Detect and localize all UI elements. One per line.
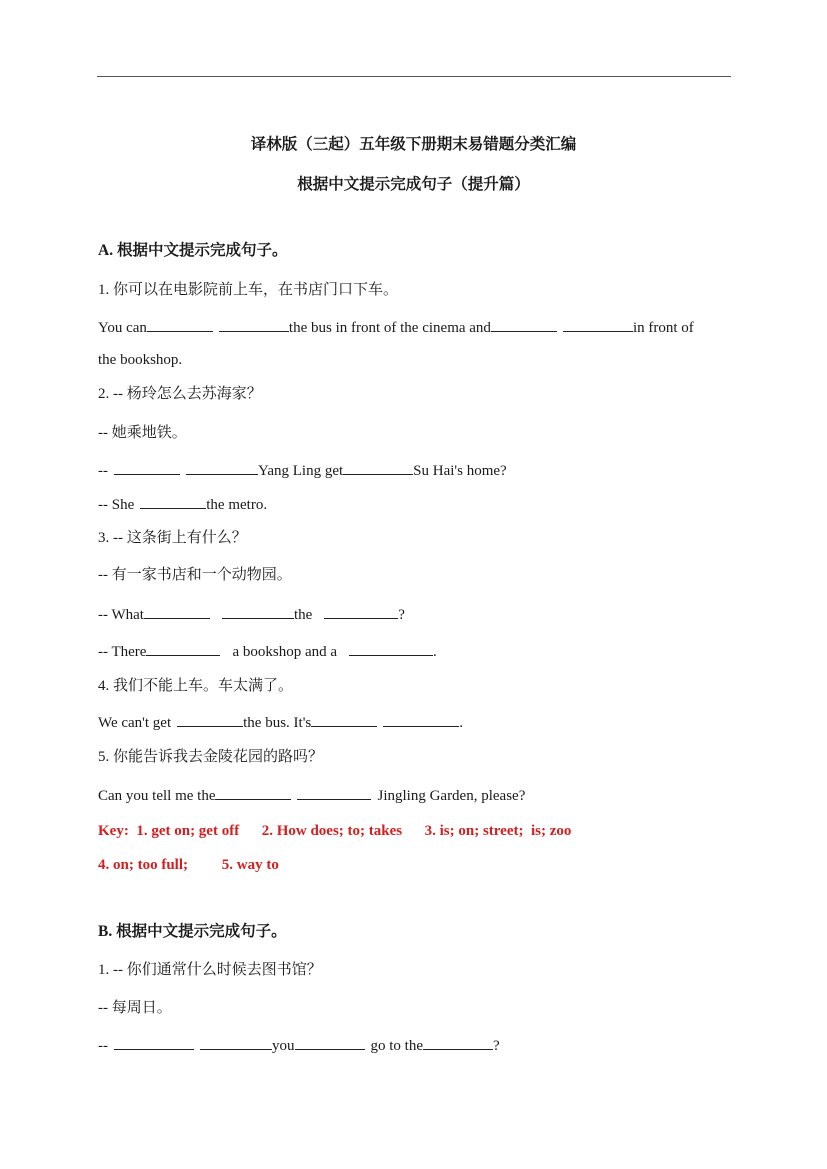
blank[interactable]	[140, 494, 206, 509]
q3-chinese: 3. -- 这条街上有什么？	[98, 530, 247, 546]
q3-text-f: .	[433, 644, 437, 660]
blank[interactable]	[144, 604, 210, 619]
q1-chinese: 1. 你可以在电影院前上车，在书店门口下车。	[98, 282, 399, 298]
blank[interactable]	[295, 1035, 365, 1050]
q2-chinese: 2. -- 杨玲怎么去苏海家？	[98, 386, 262, 402]
blank[interactable]	[114, 1035, 194, 1050]
q4-english-line1	[98, 712, 463, 733]
q4-text-b: the bus. It's	[243, 715, 312, 731]
q3-text-b: the	[293, 607, 313, 623]
q2-text-e: the metro.	[206, 497, 268, 513]
blank[interactable]	[349, 641, 433, 656]
b-q1-chinese: 1. -- 你们通常什么时候去图书馆？	[98, 962, 322, 978]
blank[interactable]	[219, 317, 289, 332]
q1-english-line1	[98, 317, 694, 338]
q3-text-a: -- What	[98, 607, 144, 623]
q5-text-b: Jingling Garden, please?	[377, 788, 526, 804]
document-title: 译林版（三起）五年级下册期末易错题分类汇编	[250, 136, 577, 153]
document-subtitle: 根据中文提示完成句子（提升篇）	[297, 176, 530, 193]
blank[interactable]	[383, 712, 459, 727]
q3-text-c: ?	[398, 607, 405, 623]
blank[interactable]	[177, 712, 243, 727]
blank[interactable]	[222, 604, 294, 619]
q2-text-a: --	[98, 463, 108, 479]
q3-text-d: -- There	[98, 644, 147, 660]
blank[interactable]	[423, 1035, 493, 1050]
answer-key-line2: 4. on; too full; 5. way to	[98, 857, 279, 873]
b-q1-text-b: you	[272, 1038, 295, 1054]
q2-chinese-answer: -- 她乘地铁。	[98, 425, 187, 441]
blank[interactable]	[215, 785, 291, 800]
blank[interactable]	[311, 712, 377, 727]
blank[interactable]	[297, 785, 371, 800]
q1-text-b: the bus in front of the cinema and	[288, 320, 491, 336]
q2-text-b: Yang Ling get	[258, 463, 344, 479]
blank[interactable]	[186, 460, 258, 475]
q5-chinese: 5. 你能告诉我去金陵花园的路吗？	[98, 749, 324, 765]
section-b-heading: B. 根据中文提示完成句子。	[98, 923, 287, 940]
q1-english-line2: the bookshop.	[98, 352, 183, 368]
q2-text-d: -- She	[98, 497, 135, 513]
b-q1-text-d: ?	[493, 1038, 500, 1054]
blank[interactable]	[324, 604, 398, 619]
b-q1-chinese-answer: -- 每周日。	[98, 1000, 172, 1016]
q3-english-line2	[98, 641, 437, 662]
q2-text-c: Su Hai's home?	[413, 463, 507, 479]
q5-english-line1	[98, 785, 525, 806]
b-q1-text-a: --	[98, 1038, 108, 1054]
blank[interactable]	[147, 317, 213, 332]
q3-english-line1	[98, 604, 405, 625]
blank[interactable]	[343, 460, 413, 475]
q4-chinese: 4. 我们不能上车。车太满了。	[98, 678, 294, 694]
blank[interactable]	[491, 317, 557, 332]
answer-key-line1: Key: 1. get on; get off 2. How does; to; takes 3. is; on; street; is; zoo	[98, 823, 572, 839]
q4-text-a: We can't get	[98, 715, 172, 731]
q4-text-c: .	[459, 715, 463, 731]
blank[interactable]	[200, 1035, 272, 1050]
blank[interactable]	[146, 641, 220, 656]
q3-chinese-answer: -- 有一家书店和一个动物园。	[98, 567, 292, 583]
b-q1-english-line1	[98, 1035, 500, 1056]
blank[interactable]	[563, 317, 633, 332]
blank[interactable]	[114, 460, 180, 475]
q1-text-c: in front of	[632, 320, 694, 336]
q5-text-a: Can you tell me the	[98, 788, 216, 804]
section-a-heading: A. 根据中文提示完成句子。	[98, 242, 288, 259]
q2-english-line2	[98, 494, 267, 515]
b-q1-text-c: go to the	[370, 1038, 423, 1054]
q2-english-line1	[98, 460, 507, 481]
q1-text-a: You can	[98, 320, 147, 336]
q3-text-e: a bookshop and a	[232, 644, 338, 660]
header-rule	[97, 76, 731, 77]
